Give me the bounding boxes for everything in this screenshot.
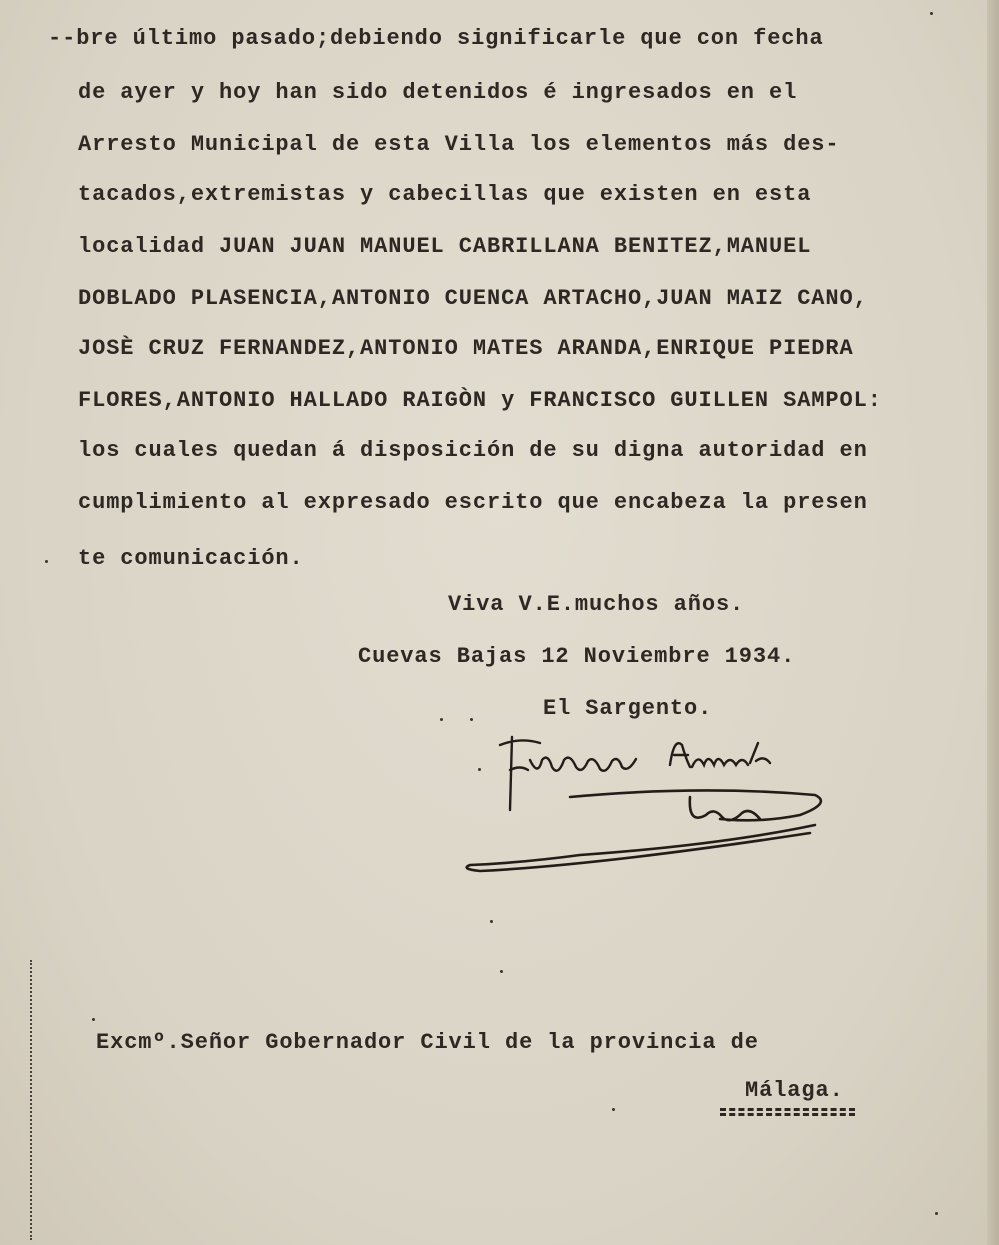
document-line-4: tacados,extremistas y cabecillas que existen en esta (78, 182, 812, 207)
handwritten-signature (460, 715, 840, 885)
speck (500, 970, 503, 973)
document-line-3: Arresto Municipal de esta Villa los elementos más des- (78, 132, 840, 157)
speck (612, 1108, 615, 1111)
speck (930, 12, 933, 15)
speck (470, 718, 473, 721)
document-line-2: de ayer y hoy han sido detenidos é ingresados en el (78, 80, 798, 105)
speck (935, 1212, 938, 1215)
document-line-11: te comunicación. (78, 546, 304, 571)
double-underline (720, 1108, 855, 1116)
speck (92, 1018, 95, 1021)
document-line-5: localidad JUAN JUAN MANUEL CABRILLANA BENITEZ,MANUEL (78, 234, 812, 259)
document-line-7: JOSÈ CRUZ FERNANDEZ,ANTONIO MATES ARANDA,ENRIQUE PIEDRA (78, 336, 854, 361)
document-line-9: los cuales quedan á disposición de su digna autoridad en (78, 438, 868, 463)
page-edge-shadow (987, 0, 999, 1245)
speck (45, 560, 48, 563)
document-line-6: DOBLADO PLASENCIA,ANTONIO CUENCA ARTACHO,JUAN MAIZ CANO, (78, 286, 868, 311)
place-and-date: Cuevas Bajas 12 Noviembre 1934. (358, 644, 796, 669)
document-line-10: cumplimiento al expresado escrito que encabeza la presen (78, 490, 868, 515)
signatory-title: El Sargento. (543, 696, 713, 721)
document-line-8: FLORES,ANTONIO HALLADO RAIGÒN y FRANCISCO GUILLEN SAMPOL: (78, 388, 882, 413)
closing-salutation: Viva V.E.muchos años. (448, 592, 745, 617)
speck (440, 718, 443, 721)
speck (478, 768, 481, 771)
speck (490, 920, 493, 923)
addressee-line-1: Excmº.Señor Gobernador Civil de la provincia de (96, 1030, 759, 1055)
margin-marks (30, 960, 36, 1240)
addressee-line-2: Málaga. (745, 1078, 844, 1103)
document-line-1: --bre último pasado;debiendo significarle que con fecha (48, 26, 824, 51)
